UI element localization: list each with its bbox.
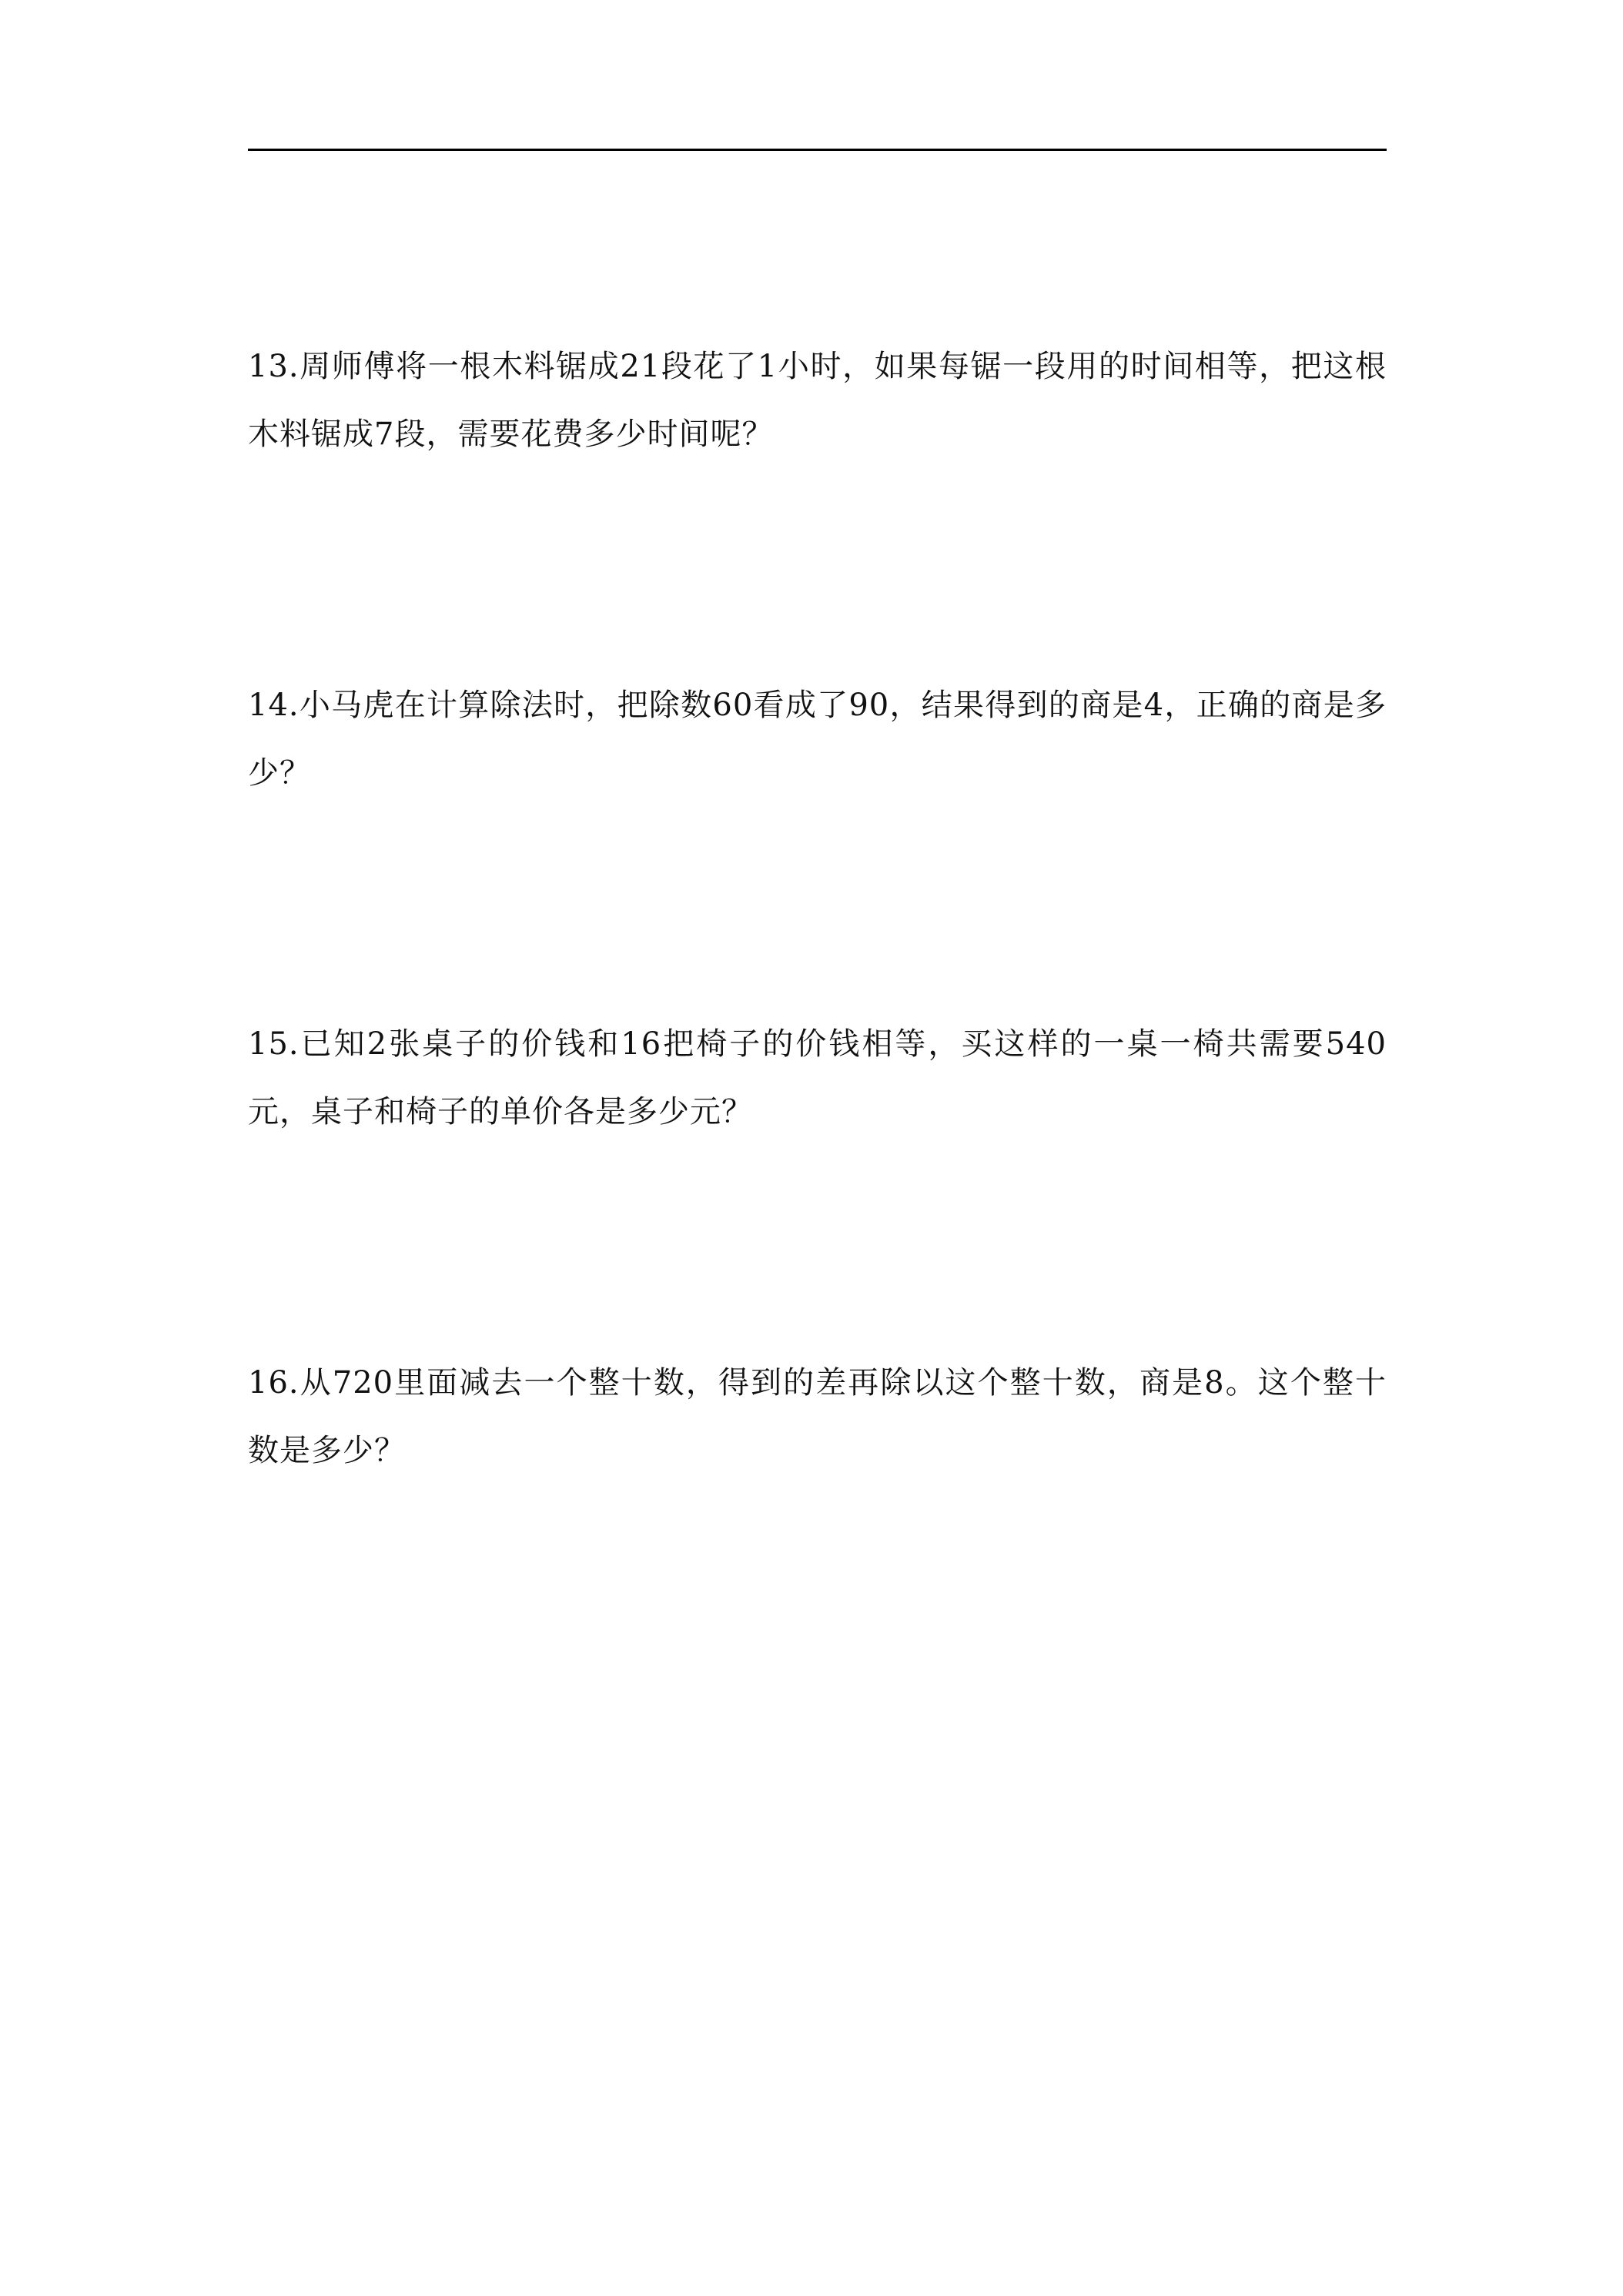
question-14: 14.小马虎在计算除法时，把除数60看成了90，结果得到的商是4，正确的商是多少？ [248,688,1387,791]
header-rule [248,149,1387,151]
question-16: 16.从720里面减去一个整十数，得到的差再除以这个整十数，商是8。这个整十数是多少？ [248,1365,1387,1468]
question-15: 15.已知2张桌子的价钱和16把椅子的价钱相等，买这样的一桌一椅共需要540元，桌子和椅子的单价各是多少元？ [248,1026,1387,1130]
question-13: 13.周师傅将一根木料锯成21段花了1小时，如果每锯一段用的时间相等，把这根木料锯成7段，需要花费多少时间呢？ [248,349,1387,452]
